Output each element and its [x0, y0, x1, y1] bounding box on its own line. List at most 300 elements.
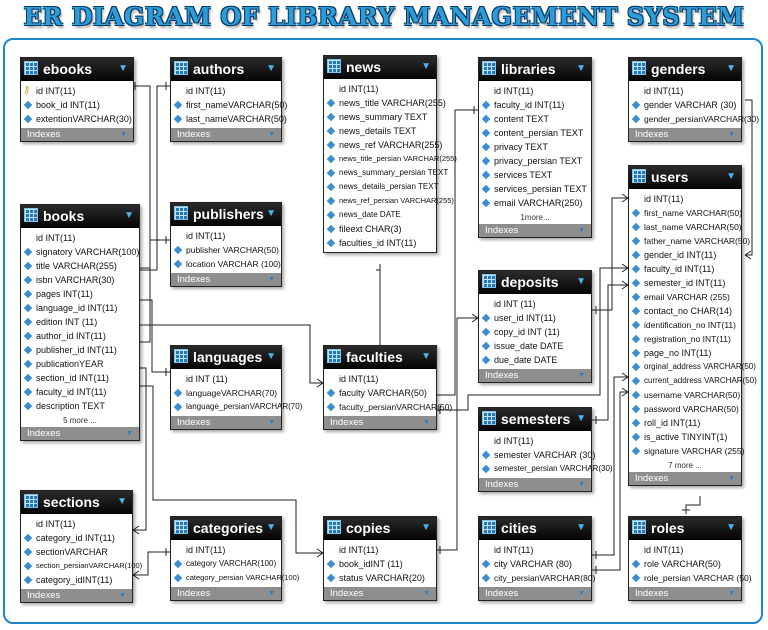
field-row: services TEXT [479, 168, 591, 182]
field-row: section_persianVARCHAR(100) [21, 559, 132, 573]
relation-semesters-users [592, 285, 628, 420]
diamond-icon [632, 223, 640, 231]
table-grid-icon [174, 206, 188, 220]
indexes-bar[interactable]: Indexes ▼ [324, 587, 436, 600]
key-icon: ⚷ [23, 85, 31, 96]
diamond-icon [632, 251, 640, 259]
table-genders[interactable] [628, 57, 760, 142]
diamond-icon [174, 246, 182, 254]
field-row: gender VARCHAR (30) [629, 98, 741, 112]
diamond-icon [482, 465, 490, 473]
diamond-icon [174, 403, 182, 411]
diamond-icon [482, 199, 490, 207]
indexes-bar[interactable]: Indexes ▼ [171, 416, 281, 429]
diamond-icon [24, 388, 32, 396]
field-row: contact_no CHAR(14) [629, 304, 741, 318]
field-row: user_id INT(11) [479, 311, 591, 325]
diamond-icon [482, 157, 490, 165]
field-row: signatory VARCHAR(100) [21, 245, 139, 259]
table-header[interactable] [21, 58, 133, 81]
diamond-icon [327, 155, 335, 163]
diamond-icon [632, 293, 640, 301]
field-row: id INT (11) [494, 299, 536, 309]
diamond-icon [482, 560, 490, 568]
dropdown-triangle-icon[interactable]: ▼ [117, 496, 127, 507]
expand-triangle-icon: ▼ [578, 481, 585, 488]
field-row: password VARCHAR(50) [629, 402, 741, 416]
diamond-icon [327, 183, 335, 191]
field-row: faculty_id INT(11) [21, 385, 139, 399]
field-row: faculty_id INT(11) [479, 98, 591, 112]
field-row: news_ref_persian VARCHAR(255) [324, 194, 436, 208]
field-row: due_date DATE [479, 353, 591, 367]
table-grid-icon [632, 169, 646, 183]
diamond-icon [24, 101, 32, 109]
expand-triangle-icon: ▼ [423, 590, 430, 597]
field-row: fileext CHAR(3) [324, 222, 436, 236]
table-grid-icon [327, 349, 341, 363]
field-row: content TEXT [479, 112, 591, 126]
field-row: current_address VARCHAR(50) [629, 374, 741, 388]
table-name: sections [43, 494, 100, 510]
field-row: publicationYEAR [21, 357, 139, 371]
dropdown-triangle-icon[interactable]: ▼ [576, 522, 586, 533]
dropdown-triangle-icon[interactable]: ▼ [576, 276, 586, 287]
diamond-icon [482, 328, 490, 336]
diamond-icon [327, 239, 335, 247]
diamond-icon [24, 318, 32, 326]
field-row: roll_id INT(11) [629, 416, 741, 430]
field-row: news_details TEXT [324, 124, 436, 138]
table-header[interactable] [21, 205, 139, 228]
indexes-bar[interactable]: Indexes ▼ [629, 472, 741, 485]
field-row: id INT(11) [494, 436, 534, 446]
field-row: id INT(11) [644, 194, 684, 204]
field-row: id INT(11) [644, 86, 684, 96]
diamond-icon [174, 574, 182, 582]
field-row: edition INT (11) [21, 315, 139, 329]
diamond-icon [632, 209, 640, 217]
diamond-icon [632, 447, 640, 455]
table-header[interactable] [629, 517, 741, 540]
table-grid-icon [632, 61, 646, 75]
table-header[interactable] [479, 271, 591, 294]
diamond-icon [327, 113, 335, 121]
expand-triangle-icon: ▼ [728, 475, 735, 482]
dropdown-triangle-icon[interactable]: ▼ [726, 171, 736, 182]
relation-languages-books [140, 300, 170, 372]
field-row: news_summary_persian TEXT [324, 166, 436, 180]
diamond-icon [327, 211, 335, 219]
diamond-icon [327, 99, 335, 107]
field-row: sectionVARCHAR [21, 545, 132, 559]
dropdown-triangle-icon[interactable]: ▼ [266, 351, 276, 362]
field-row: email VARCHAR(250) [479, 196, 591, 210]
table-header[interactable] [324, 56, 436, 79]
diamond-icon [24, 332, 32, 340]
dropdown-triangle-icon[interactable]: ▼ [421, 522, 431, 533]
diamond-icon [632, 307, 640, 315]
field-row: id INT(11) [36, 519, 76, 529]
field-row: extentionVARCHAR(30) [21, 112, 133, 126]
table-name: deposits [501, 274, 559, 290]
diamond-icon [327, 560, 335, 568]
diamond-icon [482, 314, 490, 322]
field-row: faculties_id INT(11) [324, 236, 436, 250]
diamond-icon [632, 321, 640, 329]
diamond-icon [632, 237, 640, 245]
indexes-bar[interactable]: Indexes ▼ [171, 128, 281, 141]
diamond-icon [482, 451, 490, 459]
table-header[interactable] [171, 203, 281, 226]
indexes-bar[interactable]: Indexes ▼ [21, 427, 139, 440]
expand-triangle-icon: ▼ [268, 590, 275, 597]
diamond-icon [24, 290, 32, 298]
table-header[interactable] [324, 517, 436, 540]
table-grid-icon [632, 520, 646, 534]
table-roles[interactable] [628, 516, 752, 601]
indexes-bar[interactable]: Indexes ▼ [479, 478, 591, 491]
diamond-icon [327, 197, 335, 205]
diamond-icon [482, 129, 490, 137]
diamond-icon [24, 304, 32, 312]
expand-triangle-icon: ▼ [268, 131, 275, 138]
table-grid-icon [482, 411, 496, 425]
diamond-icon [632, 560, 640, 568]
field-row: id INT(11) [494, 86, 534, 96]
diamond-icon [482, 171, 490, 179]
table-name: copies [346, 520, 391, 536]
expand-triangle-icon: ▼ [578, 227, 585, 234]
field-row: semester_id INT(11) [629, 276, 741, 290]
field-row: copy_id INT (11) [479, 325, 591, 339]
field-row: privacy TEXT [479, 140, 591, 154]
field-row: news_date DATE [324, 208, 436, 222]
table-grid-icon [482, 274, 496, 288]
table-header[interactable] [479, 408, 591, 431]
field-row: book_idINT (11) [324, 557, 436, 571]
table-header[interactable] [479, 517, 591, 540]
expand-triangle-icon: ▼ [126, 430, 133, 437]
table-authors[interactable] [170, 57, 288, 142]
field-row: publisher VARCHAR(50) [171, 243, 281, 257]
field-row: description TEXT [21, 399, 139, 413]
table-libraries[interactable] [478, 57, 592, 238]
field-row: faculty_persianVARCHAR(50) [324, 400, 436, 414]
diamond-icon [24, 262, 32, 270]
field-row: category VARCHAR(100) [171, 557, 281, 571]
diamond-icon [327, 127, 335, 135]
diamond-icon [24, 562, 32, 570]
table-header[interactable] [171, 58, 281, 81]
dropdown-triangle-icon[interactable]: ▼ [576, 63, 586, 74]
field-row: content_persian TEXT [479, 126, 591, 140]
diamond-icon [482, 342, 490, 350]
table-name: publishers [193, 206, 264, 222]
diamond-icon [327, 389, 335, 397]
indexes-bar[interactable]: Indexes ▼ [479, 224, 591, 237]
field-row: book_id INT(11) [21, 98, 133, 112]
table-grid-icon [327, 59, 341, 73]
field-row: category_id INT(11) [21, 531, 132, 545]
expand-triangle-icon: ▼ [268, 276, 275, 283]
diamond-icon [632, 391, 640, 399]
relation-cities-users-2 [592, 392, 628, 570]
diamond-icon [632, 433, 640, 441]
table-grid-icon [174, 349, 188, 363]
field-row: isbn VARCHAR(30) [21, 273, 139, 287]
field-row: services_persian TEXT [479, 182, 591, 196]
field-row: news_title_persian VARCHAR(255) [324, 152, 436, 166]
expand-triangle-icon: ▼ [268, 419, 275, 426]
diamond-icon [482, 185, 490, 193]
table-grid-icon [24, 494, 38, 508]
field-row: id INT (11) [186, 374, 228, 384]
field-row: title VARCHAR(255) [21, 259, 139, 273]
field-row: news_summary TEXT [324, 110, 436, 124]
more-fields-label[interactable]: 5 more ... [63, 416, 97, 425]
diamond-icon [632, 265, 640, 273]
indexes-bar[interactable]: Indexes ▼ [324, 416, 436, 429]
table-name: ebooks [43, 61, 93, 77]
field-row: id INT(11) [494, 545, 534, 555]
field-row: semester_persian VARCHAR(30) [479, 462, 591, 476]
table-header[interactable] [479, 58, 591, 81]
field-row: section_id INT(11) [21, 371, 139, 385]
diamond-icon [24, 548, 32, 556]
page-title: ER DIAGRAM OF LIBRARY MANAGEMENT SYSTEM [23, 2, 745, 31]
table-name: semesters [501, 411, 571, 427]
field-row: category_idINT(11) [21, 573, 132, 587]
table-grid-icon [24, 208, 38, 222]
table-header[interactable] [21, 491, 132, 514]
indexes-bar[interactable]: Indexes ▼ [629, 587, 741, 600]
relation-copies-deposits [436, 318, 478, 550]
field-row: registration_no INT(11) [629, 332, 741, 346]
diamond-icon [24, 276, 32, 284]
field-row: id INT(11) [186, 545, 226, 555]
field-row: first_nameVARCHAR(50) [171, 98, 281, 112]
diamond-icon [482, 115, 490, 123]
relation-publishers-books [140, 240, 170, 342]
relation-roles-users [686, 496, 700, 514]
table-semesters[interactable] [478, 407, 613, 492]
field-row: id INT(11) [339, 545, 379, 555]
field-row: id INT(11) [186, 86, 226, 96]
expand-triangle-icon: ▼ [578, 372, 585, 379]
diamond-icon [24, 374, 32, 382]
table-name: news [346, 59, 382, 75]
table-name: genders [651, 61, 706, 77]
diamond-icon [632, 363, 640, 371]
diamond-icon [632, 115, 640, 123]
dropdown-triangle-icon[interactable]: ▼ [118, 63, 128, 74]
table-copies[interactable] [323, 516, 437, 601]
diamond-icon [24, 402, 32, 410]
dropdown-triangle-icon[interactable]: ▼ [421, 61, 431, 72]
table-grid-icon [24, 61, 38, 75]
dropdown-triangle-icon[interactable]: ▼ [266, 63, 276, 74]
diamond-icon [24, 248, 32, 256]
table-news[interactable] [323, 55, 457, 253]
table-name: users [651, 169, 689, 185]
table-name: roles [651, 520, 685, 536]
field-row: first_name VARCHAR(50) [629, 206, 741, 220]
field-row: faculty_id INT(11) [629, 262, 741, 276]
indexes-bar[interactable]: Indexes ▼ [479, 587, 591, 600]
table-grid-icon [174, 520, 188, 534]
diamond-icon [632, 419, 640, 427]
field-row: issue_date DATE [479, 339, 591, 353]
field-row: role_persian VARCHAR (50) [629, 571, 741, 585]
field-row: news_ref VARCHAR(255) [324, 138, 436, 152]
diamond-icon [327, 169, 335, 177]
indexes-bar[interactable]: Indexes ▼ [629, 128, 741, 141]
table-categories[interactable] [170, 516, 300, 601]
field-row: id INT(11) [36, 233, 76, 243]
diamond-icon [327, 403, 335, 411]
field-row: semester VARCHAR (30) [479, 448, 591, 462]
dropdown-triangle-icon[interactable]: ▼ [726, 522, 736, 533]
diamond-icon [24, 360, 32, 368]
indexes-bar[interactable]: Indexes ▼ [21, 128, 133, 141]
relation-deposits-users [592, 198, 628, 310]
expand-triangle-icon: ▼ [578, 590, 585, 597]
field-row: location VARCHAR (100) [171, 257, 281, 271]
expand-triangle-icon: ▼ [119, 592, 126, 599]
field-row: gender_id INT(11) [629, 248, 741, 262]
diamond-icon [327, 225, 335, 233]
field-row: gender_persianVARCHAR(30) [629, 112, 741, 126]
diamond-icon [24, 115, 32, 123]
dropdown-triangle-icon[interactable]: ▼ [726, 63, 736, 74]
more-fields-label[interactable]: 7 more ... [668, 461, 702, 470]
field-row: page_no INT(11) [629, 346, 741, 360]
table-header[interactable] [171, 517, 281, 540]
field-row: news_details_persian TEXT [324, 180, 436, 194]
dropdown-triangle-icon[interactable]: ▼ [266, 208, 276, 219]
field-row: faculty VARCHAR(50) [324, 386, 436, 400]
field-row: ⚷ id INT(11) [23, 85, 76, 96]
table-languages[interactable] [170, 345, 303, 430]
diamond-icon [632, 377, 640, 385]
table-faculties[interactable] [323, 345, 453, 430]
field-row: languageVARCHAR(70) [171, 386, 281, 400]
diamond-icon [174, 101, 182, 109]
field-row: id INT(11) [339, 84, 379, 94]
field-row: username VARCHAR(50) [629, 388, 741, 402]
field-row: role VARCHAR(50) [629, 557, 741, 571]
expand-triangle-icon: ▼ [728, 131, 735, 138]
diamond-icon [482, 101, 490, 109]
table-header[interactable] [171, 346, 281, 369]
dropdown-triangle-icon[interactable]: ▼ [576, 413, 586, 424]
indexes-bar[interactable]: Indexes ▼ [479, 369, 591, 382]
table-name: faculties [346, 349, 403, 365]
table-sections[interactable] [20, 490, 143, 603]
field-row: city VARCHAR (80) [479, 557, 591, 571]
table-cities[interactable] [478, 516, 596, 601]
field-row: identification_no INT(11) [629, 318, 741, 332]
more-fields-label[interactable]: 1more... [520, 213, 550, 222]
table-grid-icon [327, 520, 341, 534]
diamond-icon [174, 560, 182, 568]
field-row: id INT(11) [644, 545, 684, 555]
table-header[interactable] [629, 58, 741, 81]
table-name: cities [501, 520, 537, 536]
table-grid-icon [482, 520, 496, 534]
diamond-icon [632, 349, 640, 357]
table-header[interactable] [324, 346, 436, 369]
field-row: privacy_persian TEXT [479, 154, 591, 168]
dropdown-triangle-icon[interactable]: ▼ [421, 351, 431, 362]
field-row: status VARCHAR(20) [324, 571, 436, 585]
field-row: id INT(11) [339, 374, 379, 384]
indexes-bar[interactable]: Indexes ▼ [171, 273, 281, 286]
field-row: id INT(11) [186, 231, 226, 241]
field-row: author_id INT(11) [21, 329, 139, 343]
table-header[interactable] [629, 166, 741, 189]
diamond-icon [632, 101, 640, 109]
diamond-icon [174, 260, 182, 268]
diamond-icon [174, 115, 182, 123]
field-row: language_persianVARCHAR(70) [171, 400, 281, 414]
table-name: categories [193, 520, 264, 536]
field-row: city_persianVARCHAR(80) [479, 571, 591, 585]
diamond-icon [632, 574, 640, 582]
table-ebooks[interactable] [20, 57, 134, 142]
field-row: signature VARCHAR (255) [629, 444, 741, 458]
field-row: category_persian VARCHAR(100) [171, 571, 281, 585]
diamond-icon [24, 576, 32, 584]
table-users[interactable] [628, 165, 757, 486]
indexes-bar[interactable]: Indexes ▼ [171, 587, 281, 600]
diamond-icon [327, 141, 335, 149]
table-name: books [43, 208, 85, 224]
diamond-icon [632, 279, 640, 287]
diamond-icon [24, 534, 32, 542]
table-books[interactable] [20, 204, 140, 441]
field-row: orginal_address VARCHAR(50) [629, 360, 741, 374]
field-row: publisher_id INT(11) [21, 343, 139, 357]
diamond-icon [482, 143, 490, 151]
diamond-icon [482, 356, 490, 364]
expand-triangle-icon: ▼ [728, 590, 735, 597]
field-row: email VARCHAR (255) [629, 290, 741, 304]
field-row: is_active TINYINT(1) [629, 430, 741, 444]
diamond-icon [174, 389, 182, 397]
table-name: languages [193, 349, 263, 365]
table-deposits[interactable] [478, 270, 592, 383]
expand-triangle-icon: ▼ [423, 419, 430, 426]
dropdown-triangle-icon[interactable]: ▼ [266, 522, 276, 533]
field-row: last_nameVARCHAR(50) [171, 112, 281, 126]
table-grid-icon [482, 61, 496, 75]
diamond-icon [482, 574, 490, 582]
table-publishers[interactable] [170, 202, 282, 287]
dropdown-triangle-icon[interactable]: ▼ [124, 210, 134, 221]
field-row: last_name VARCHAR(50) [629, 220, 741, 234]
field-row: pages INT(11) [21, 287, 139, 301]
diamond-icon [24, 346, 32, 354]
field-row: father_name VARCHAR(50) [629, 234, 741, 248]
diamond-icon [632, 335, 640, 343]
field-row: news_title VARCHAR(255) [324, 96, 436, 110]
field-row: language_id INT(11) [21, 301, 139, 315]
expand-triangle-icon: ▼ [120, 131, 127, 138]
table-name: libraries [501, 61, 556, 77]
indexes-bar[interactable]: Indexes ▼ [21, 589, 132, 602]
